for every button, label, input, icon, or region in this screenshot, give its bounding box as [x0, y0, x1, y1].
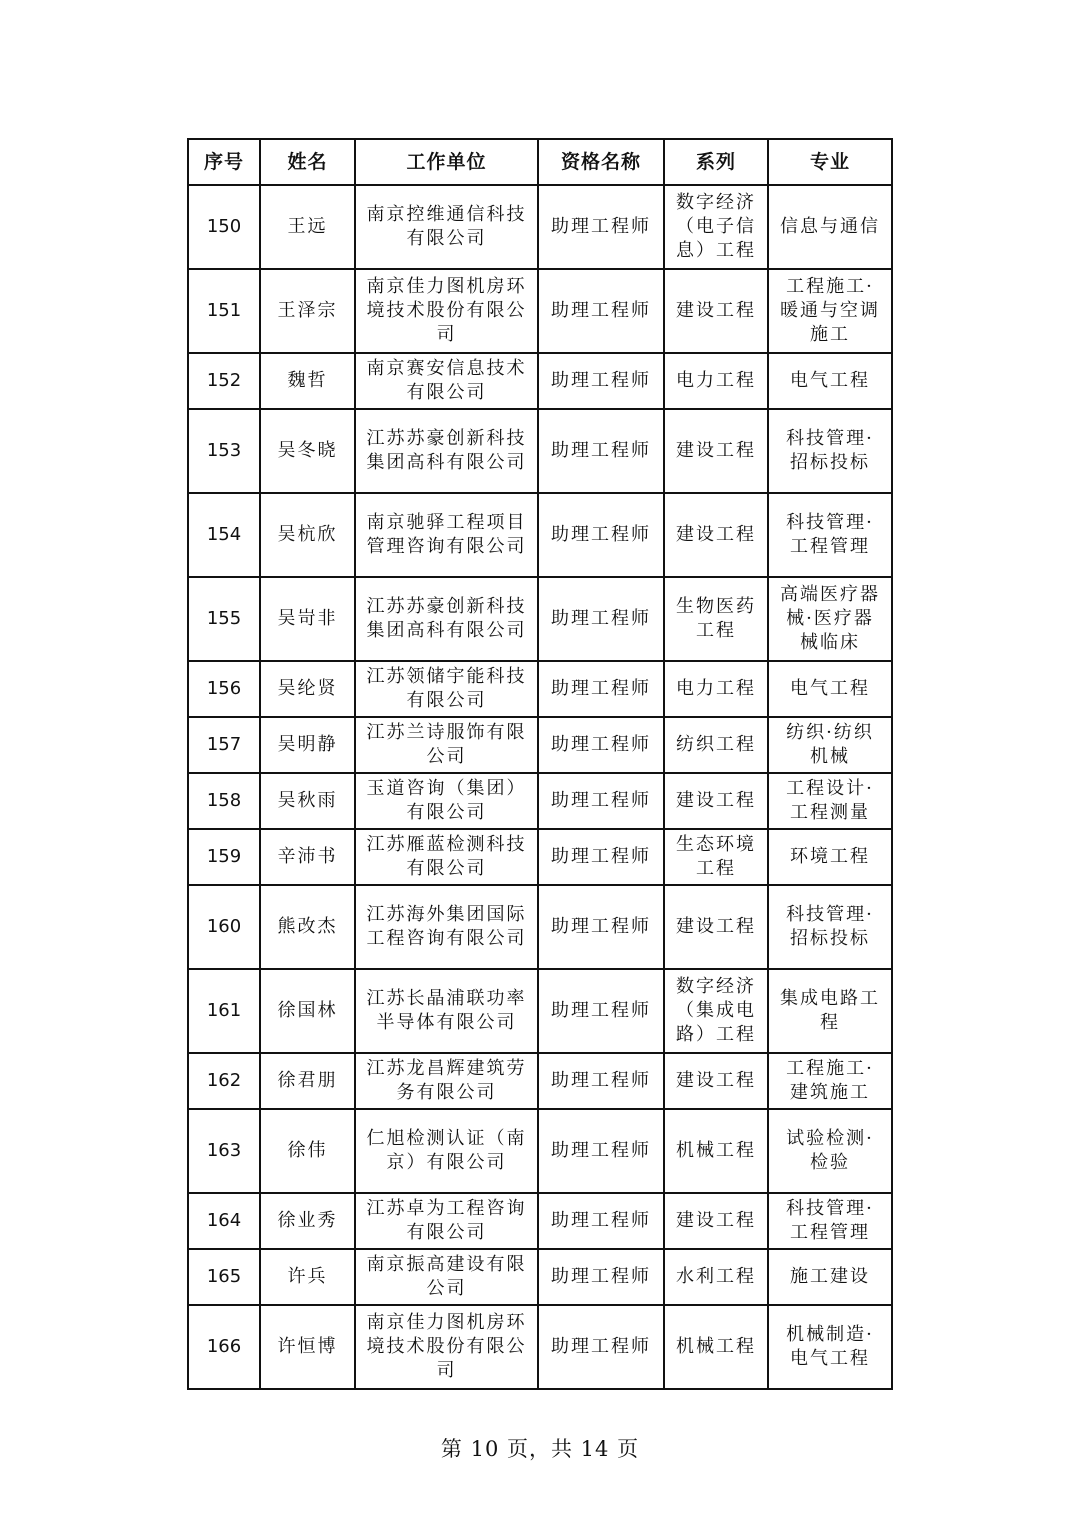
header-qualification: 资格名称 — [538, 139, 664, 185]
cell-specialty: 电气工程 — [768, 661, 892, 717]
cell-employer: 江苏雁蓝检测科技有限公司 — [355, 829, 538, 885]
cell-employer: 南京驰驿工程项目管理咨询有限公司 — [355, 493, 538, 577]
cell-series: 建设工程 — [664, 1193, 768, 1249]
cell-series: 建设工程 — [664, 773, 768, 829]
cell-employer: 江苏海外集团国际工程咨询有限公司 — [355, 885, 538, 969]
cell-specialty: 工程施工·暖通与空调施工 — [768, 269, 892, 353]
cell-series: 电力工程 — [664, 353, 768, 409]
cell-employer: 南京佳力图机房环境技术股份有限公司 — [355, 269, 538, 353]
cell-index: 157 — [188, 717, 260, 773]
cell-series: 生物医药工程 — [664, 577, 768, 661]
table-row — [188, 773, 892, 829]
cell-employer: 江苏苏豪创新科技集团高科有限公司 — [355, 409, 538, 493]
cell-qualification: 助理工程师 — [538, 1109, 664, 1193]
cell-qualification: 助理工程师 — [538, 269, 664, 353]
cell-index: 152 — [188, 353, 260, 409]
cell-index: 150 — [188, 185, 260, 269]
cell-name: 吴明静 — [260, 717, 355, 773]
table-row — [188, 1305, 892, 1389]
cell-qualification: 助理工程师 — [538, 1305, 664, 1389]
cell-employer: 南京振高建设有限公司 — [355, 1249, 538, 1305]
cell-name: 熊改杰 — [260, 885, 355, 969]
cell-qualification: 助理工程师 — [538, 353, 664, 409]
cell-specialty: 机械制造·电气工程 — [768, 1305, 892, 1389]
table-row — [188, 1109, 892, 1193]
cell-qualification: 助理工程师 — [538, 829, 664, 885]
cell-employer: 江苏苏豪创新科技集团高科有限公司 — [355, 577, 538, 661]
cell-qualification: 助理工程师 — [538, 661, 664, 717]
cell-index: 161 — [188, 969, 260, 1053]
cell-index: 162 — [188, 1053, 260, 1109]
cell-employer: 江苏卓为工程咨询有限公司 — [355, 1193, 538, 1249]
cell-series: 建设工程 — [664, 409, 768, 493]
cell-index: 158 — [188, 773, 260, 829]
cell-series: 建设工程 — [664, 493, 768, 577]
cell-index: 156 — [188, 661, 260, 717]
cell-employer: 玉道咨询（集团）有限公司 — [355, 773, 538, 829]
cell-employer: 仁旭检测认证（南京）有限公司 — [355, 1109, 538, 1193]
cell-employer: 江苏领储宇能科技有限公司 — [355, 661, 538, 717]
cell-series: 电力工程 — [664, 661, 768, 717]
cell-name: 吴杭欣 — [260, 493, 355, 577]
cell-qualification: 助理工程师 — [538, 1053, 664, 1109]
cell-specialty: 工程设计·工程测量 — [768, 773, 892, 829]
cell-specialty: 科技管理·招标投标 — [768, 885, 892, 969]
header-employer: 工作单位 — [355, 139, 538, 185]
table-row — [188, 353, 892, 409]
table-row — [188, 717, 892, 773]
cell-qualification: 助理工程师 — [538, 885, 664, 969]
cell-employer: 江苏兰诗服饰有限公司 — [355, 717, 538, 773]
cell-specialty: 环境工程 — [768, 829, 892, 885]
cell-name: 王泽宗 — [260, 269, 355, 353]
header-name: 姓名 — [260, 139, 355, 185]
table-row — [188, 1053, 892, 1109]
cell-series: 建设工程 — [664, 269, 768, 353]
cell-series: 数字经济（集成电路）工程 — [664, 969, 768, 1053]
cell-specialty: 科技管理·工程管理 — [768, 493, 892, 577]
cell-index: 153 — [188, 409, 260, 493]
cell-name: 吴秋雨 — [260, 773, 355, 829]
cell-specialty: 高端医疗器械·医疗器械临床 — [768, 577, 892, 661]
cell-employer: 南京赛安信息技术有限公司 — [355, 353, 538, 409]
cell-name: 许兵 — [260, 1249, 355, 1305]
table-row — [188, 269, 892, 353]
cell-index: 155 — [188, 577, 260, 661]
cell-employer: 南京控维通信科技有限公司 — [355, 185, 538, 269]
cell-series: 水利工程 — [664, 1249, 768, 1305]
header-series: 系列 — [664, 139, 768, 185]
cell-index: 151 — [188, 269, 260, 353]
table-row — [188, 661, 892, 717]
cell-name: 徐业秀 — [260, 1193, 355, 1249]
cell-series: 建设工程 — [664, 885, 768, 969]
cell-name: 辛沛书 — [260, 829, 355, 885]
cell-series: 机械工程 — [664, 1305, 768, 1389]
table-row — [188, 1249, 892, 1305]
cell-qualification: 助理工程师 — [538, 969, 664, 1053]
cell-specialty: 科技管理·工程管理 — [768, 1193, 892, 1249]
cell-specialty: 集成电路工程 — [768, 969, 892, 1053]
cell-specialty: 施工建设 — [768, 1249, 892, 1305]
cell-employer: 江苏龙昌辉建筑劳务有限公司 — [355, 1053, 538, 1109]
table-row — [188, 577, 892, 661]
cell-name: 许恒博 — [260, 1305, 355, 1389]
table-row — [188, 885, 892, 969]
cell-specialty: 电气工程 — [768, 353, 892, 409]
cell-index: 163 — [188, 1109, 260, 1193]
cell-index: 166 — [188, 1305, 260, 1389]
cell-qualification: 助理工程师 — [538, 773, 664, 829]
header-specialty: 专业 — [768, 139, 892, 185]
cell-index: 164 — [188, 1193, 260, 1249]
cell-specialty: 工程施工·建筑施工 — [768, 1053, 892, 1109]
cell-series: 机械工程 — [664, 1109, 768, 1193]
cell-name: 魏哲 — [260, 353, 355, 409]
cell-name: 吴纶贤 — [260, 661, 355, 717]
table-row — [188, 493, 892, 577]
cell-name: 徐伟 — [260, 1109, 355, 1193]
cell-name: 徐君朋 — [260, 1053, 355, 1109]
cell-specialty: 纺织·纺织机械 — [768, 717, 892, 773]
cell-employer: 南京佳力图机房环境技术股份有限公司 — [355, 1305, 538, 1389]
qualification-table — [187, 138, 893, 1390]
cell-qualification: 助理工程师 — [538, 1249, 664, 1305]
table-row — [188, 829, 892, 885]
cell-index: 160 — [188, 885, 260, 969]
table-row — [188, 1193, 892, 1249]
cell-employer: 江苏长晶浦联功率半导体有限公司 — [355, 969, 538, 1053]
cell-qualification: 助理工程师 — [538, 1193, 664, 1249]
header-index: 序号 — [188, 139, 260, 185]
cell-specialty: 信息与通信 — [768, 185, 892, 269]
cell-qualification: 助理工程师 — [538, 493, 664, 577]
cell-series: 纺织工程 — [664, 717, 768, 773]
table-row — [188, 409, 892, 493]
cell-qualification: 助理工程师 — [538, 577, 664, 661]
cell-specialty: 科技管理·招标投标 — [768, 409, 892, 493]
table-row — [188, 969, 892, 1053]
cell-qualification: 助理工程师 — [538, 409, 664, 493]
cell-name: 吴岢非 — [260, 577, 355, 661]
cell-specialty: 试验检测·检验 — [768, 1109, 892, 1193]
cell-index: 154 — [188, 493, 260, 577]
cell-name: 王远 — [260, 185, 355, 269]
cell-qualification: 助理工程师 — [538, 185, 664, 269]
cell-series: 生态环境工程 — [664, 829, 768, 885]
table-row — [188, 185, 892, 269]
page-number-footer: 第 10 页，共 14 页 — [440, 1437, 640, 1461]
cell-series: 建设工程 — [664, 1053, 768, 1109]
table-header-row — [188, 139, 892, 185]
cell-index: 159 — [188, 829, 260, 885]
cell-series: 数字经济（电子信息）工程 — [664, 185, 768, 269]
cell-index: 165 — [188, 1249, 260, 1305]
cell-name: 徐国林 — [260, 969, 355, 1053]
cell-qualification: 助理工程师 — [538, 717, 664, 773]
cell-name: 吴冬晓 — [260, 409, 355, 493]
